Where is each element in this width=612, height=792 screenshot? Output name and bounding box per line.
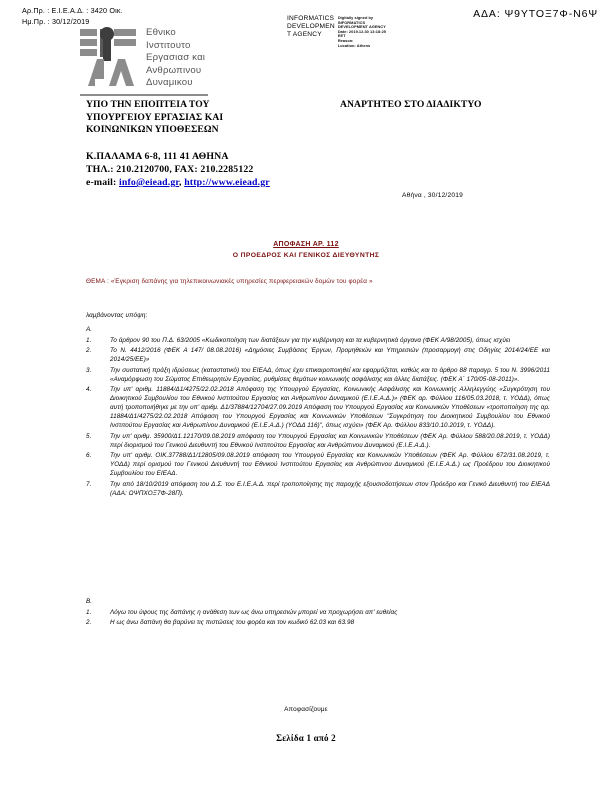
signature-detail-2: DEVELOPMENT AGENCY [337, 24, 386, 30]
list-item [86, 385, 550, 430]
list-item [86, 618, 550, 627]
signature-line-2: DEVELOPMEN [287, 23, 335, 31]
list-item-number: 1. [86, 609, 92, 616]
address-block [86, 150, 270, 189]
list-item [86, 366, 550, 384]
logo-line-2: Εργασιασ και [146, 52, 206, 64]
signature-detail-4: EET [337, 33, 346, 39]
list-item-number: 7. [86, 480, 92, 488]
logo-line-4: Δυναμικου [146, 77, 193, 89]
signature-line-3: T AGENCY [287, 31, 322, 39]
page-number: Σελίδα 1 από 2 [276, 733, 336, 743]
publication-notice: ΑΝΑΡΤΗΤΕΟ ΣΤΟ ΔΙΑΔΙΚΤΥΟ [340, 99, 482, 110]
digital-signature-stamp [287, 15, 417, 48]
logo-underline [80, 94, 208, 96]
list-item-text: Την υπ' αριθμ. ΟΙΚ.37788/Δ1/12805/09.08.2019 απόφαση του Υπουργού Εργασίας και Κοινωνικών Υποθέσεων (ΦΕΚ Αρ. Φύλλου 672/31.08.2019, τ. ΥΟΔΔ) περί ορισμού του Γενικού Διευθυντή του Εθνικού Ινστιτούτου Εργασίας και Ανθρώπινου Δυναμικού (Ε.Ι.Ε.Α.Δ.) ως Προέδρου του Διοικητικού Συμβουλίου του ΕΙΕΑΔ. [110, 452, 550, 478]
list-item-number: 5. [86, 432, 92, 440]
section-b-list [86, 608, 550, 629]
list-item-number: 1. [86, 337, 92, 344]
signature-detail-text [338, 15, 386, 48]
list-item-text: Η ως άνω δαπάνη θα βαρύνει τις πιστώσεις του φορέα και τον κωδικό 62.03 και 63.98 [110, 619, 355, 627]
website-link[interactable]: http://www.eiead.gr [184, 177, 270, 188]
signature-detail-6: Location: Athens [337, 42, 371, 48]
signature-agency-name [287, 15, 335, 40]
eiead-logo-icon [78, 26, 138, 92]
list-item-text: Την συστατική πράξη ιδρύσεως (καταστατικό) του ΕΙΕΑΔ, όπως έχει επικαιροποιηθεί και εφαρμόζεται, καθώς και το άρθρο 88 παραγρ. 5 του Ν. 3996/2011 «Αναμόρφωση του Σώματος Επιθεωρητών Εργασίας, ρυθμίσεις θεμάτων κοινωνικής ασφάλισης και άλλες διατάξεις. (ΦΕΚ Α΄ 170/05-08-2011)». [110, 366, 550, 383]
place-and-date: Αθήνα , 30/12/2019 [402, 192, 463, 199]
protocol-number: Αρ.Πρ. : Ε.Ι.Ε.Α.Δ. : 3420 Οικ. [22, 6, 123, 15]
address-phone: ΤΗΛ.: 210.2120700, FAX: 210.2285122 [86, 164, 254, 175]
list-item-text: Την υπ' αριθμ. 35900/Δ1.12170/09.08.2019 απόφαση του Υπουργού Εργασίας και Κοινωνικών Υποθέσεων (ΦΕΚ Αρ. Φύλλου 588/20.08.2019, τ. ΥΟΔΔ) περί διορισμού του Γενικού Διευθυντή του Εθνικού Ινστιτούτου Εργασίας και Ανθρώπινου Δυναμικού (Ε.Ι.Ε.Α.Δ.). [110, 432, 550, 449]
email-link[interactable]: info@eiead.gr [119, 177, 179, 188]
list-item-number: 4. [86, 386, 92, 394]
list-item-text: Λόγω του ύψους της δαπάνης η ανάθεση των ως άνω υπηρεσιών μπορεί να προχωρήσει απ' ευθείας [110, 609, 398, 616]
list-item-text: Την υπ' αριθμ. 11884/Δ1/4275/22.02.2018 Απόφαση της Υπουργού Εργασίας, Κοινωνικής Ασφάλισης και Κοινωνικής Αλληλεγγύης «Συγκρότηση του Διοικητικού Συμβουλίου του Εθνικού Ινστιτούτου Εργασίας και Ανθρωπίνου Δυναμικού (Ε.Ι.Ε.Α.Δ.)» (ΦΕΚ αρ. Φύλλου 116/05.03.2018, τ. ΥΟΔΔ), όπως αυτή τροποποιήθηκε με την υπ' αριθμ. Δ1/37884/12704/27.09.2019 Απόφαση του Υπουργού Εργασίας και Κοινωνικών Υποθέσεων «τροποποίηση της αρ. 11884/Δ1/4275/22.02.2018 Απόφαση του Υπουργού Εργασίας και Κοινωνικών Υποθέσεων "Συγκρότηση του Διοικητικού Συμβουλίου του Εθνικού Ινστιτούτου Εργασίας και Ανθρωπίνου Δυναμικού (Ε.Ι.Ε.Α.Δ.) (ΥΟΔΔ 116)", όπως ισχύει» (ΦΕΚ Αρ. Φύλλου 833/10.10.2019, τ. ΥΟΔΔ). [110, 386, 550, 430]
list-item [86, 608, 550, 617]
list-item [86, 432, 550, 450]
signature-detail-1: INFORMATICS [337, 19, 366, 25]
list-item-number: 3. [86, 366, 92, 374]
list-item [86, 451, 550, 478]
signature-detail-0: Digitally signed by [337, 15, 374, 20]
section-a-label: Α. [86, 326, 93, 333]
ministry-line-1: ΥΠΟ ΤΗΝ ΕΠΟΠΤΕΙΑ ΤΟΥ [86, 99, 210, 110]
list-item-number: 6. [86, 452, 92, 460]
list-item-text: Το άρθρον 90 του Π.Δ. 63/2005 «Κωδικοποίηση των διατάξεων για την κυβέρνηση και τα κυβερνητικά όργανα (ΦΕΚ Α/98/2005), όπως ισχύει [110, 337, 511, 344]
decision-signatory-title: Ο ΠΡΟΕΔΡΟΣ ΚΑΙ ΓΕΝΙΚΟΣ ΔΙΕΥΘΥΝΤΗΣ [232, 252, 380, 259]
decision-subject: ΘΕΜΑ : «Έγκριση δαπάνης για τηλεπικοινωνιακές υπηρεσίες περιφερειακών δομών του φορέα » [86, 278, 373, 285]
signature-detail-5: Reason: [337, 37, 354, 43]
email-prefix-label: e-mail: [86, 177, 120, 188]
organization-logo [78, 26, 268, 98]
address-street: Κ.ΠΑΛΑΜΑ 6-8, 111 41 ΑΘΗΝΑ [86, 151, 229, 162]
protocol-block [22, 6, 123, 27]
decision-number-heading [0, 241, 612, 248]
list-item-text: Το Ν. 4412/2016 (ΦΕΚ Α 147/ 08.08.2016) «Δημόσιες Συμβάσεις Έργων, Προμηθειών και Υπηρεσιών (προσαρμογή στις Οδηγίες 2014/24/ΕΕ και 2014/25/ΕΕ)» [110, 347, 550, 364]
logo-wordmark [146, 27, 205, 90]
decision-verb: Αποφασίζουμε [284, 706, 328, 713]
address-contact-line [86, 176, 270, 189]
logo-line-3: Ανθρωπινου [146, 64, 202, 76]
considering-label: λαμβάνοντας υπόψη: [86, 312, 148, 319]
logo-line-0: Εθνικο [146, 27, 176, 38]
list-item-text: Την από 18/10/2019 απόφαση του Δ.Σ. του Ε.Ι.Ε.Α.Δ. περί τροποποίησης της παροχής εξουσιοδοτήσεων στον Πρόεδρο και Γενικό Διευθυντή του ΕΙΕΑΔ (ΑΔΑ: ΩΨΠΧΟΞ7Φ-28Π). [110, 480, 550, 497]
section-b-label: Β. [86, 598, 93, 605]
list-item [86, 336, 550, 345]
section-a-list [86, 336, 550, 499]
logo-line-1: Ινστιτουτο [146, 39, 191, 51]
signature-line-1: INFORMATICS [287, 15, 335, 22]
protocol-date: Ημ.Πρ. : 30/12/2019 [22, 16, 90, 26]
list-item-number: 2. [86, 619, 92, 627]
ada-code: ΑΔΑ: Ψ9ΥΤΟΞ7Φ-Ν6Ψ [473, 8, 598, 20]
list-item [86, 480, 550, 498]
supervising-ministry [86, 99, 223, 137]
list-item-number: 2. [86, 347, 92, 355]
list-item [86, 346, 550, 364]
ministry-line-2: ΥΠΟΥΡΓΕΙΟΥ ΕΡΓΑΣΙΑΣ ΚΑΙ [86, 111, 224, 123]
ministry-line-3: ΚΟΙΝΩΝΙΚΩΝ ΥΠΟΘΕΣΕΩΝ [86, 124, 219, 136]
decision-number-text: ΑΠΟΦΑΣΗ ΑΡ. 112 [273, 241, 339, 248]
signature-detail-3: Date: 2019.12.30 13:18:25 [337, 28, 386, 34]
contact-separator: , [179, 177, 185, 188]
